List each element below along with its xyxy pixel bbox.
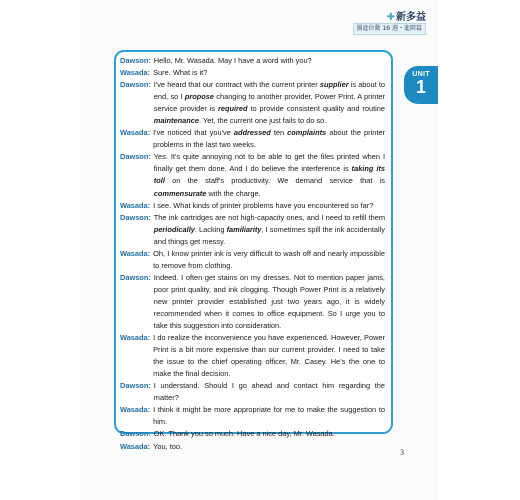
dialogue-turn — [120, 212, 385, 248]
dialogue-turn — [120, 67, 385, 79]
speech-segment: I do realize the inconvenience you have experienced. However, Power Print is a bit more expensive than our current provider. I need to take the issue to the chief operating officer, Mr. Casey. He's the one to make the final decision. — [153, 333, 385, 379]
brand-title: 新多益 — [396, 12, 426, 23]
dialogue-turn — [120, 79, 385, 127]
header-brand — [387, 8, 426, 23]
speech-segment: Oh, I know printer ink is very difficult to wash off and nearly impossible to remove from clothing. — [153, 248, 385, 270]
dialogue-turn — [120, 441, 385, 453]
speech-segment: OK. Thank you so much. Have a nice day, Mr. Wasada. — [153, 429, 335, 439]
vocabulary-keyword: complaints — [287, 128, 327, 138]
speech-segment: to provide consistent quality and routine — [247, 104, 386, 114]
speaker-name: Wasada: — [120, 68, 151, 78]
speech-text — [154, 272, 385, 332]
speech-text — [154, 212, 385, 248]
speaker-name: Dawson: — [120, 429, 151, 439]
plus-icon: ✚ — [386, 12, 395, 23]
speech-text — [153, 127, 385, 151]
vocabulary-keyword: supplier — [319, 80, 349, 90]
dialogue-turn — [120, 55, 385, 67]
dialogue-turn — [120, 428, 385, 440]
dialogue-turn — [120, 127, 385, 151]
speech-text — [153, 441, 385, 453]
speech-text — [154, 55, 385, 67]
speech-segment: I think it might be more appropriate for me to make the suggestion to him. — [153, 405, 385, 427]
vocabulary-keyword: addressed — [233, 128, 271, 138]
speaker-name: Wasada: — [120, 333, 151, 343]
speech-text — [153, 332, 385, 380]
vocabulary-keyword: periodically — [153, 224, 195, 234]
speech-text — [154, 380, 385, 404]
speaker-name: Wasada: — [120, 248, 151, 258]
speaker-name: Wasada: — [120, 405, 151, 415]
speech-segment: about the printer problems in the last two weeks. — [153, 128, 385, 150]
dialogue-box — [114, 50, 393, 451]
vocabulary-keyword: required — [217, 104, 248, 114]
speech-segment: with the charge. — [206, 188, 261, 198]
speaker-name: Dawson: — [120, 381, 151, 391]
dialogue-turn — [120, 151, 385, 199]
speech-segment: Sure. What is it? — [153, 68, 208, 78]
speech-text — [154, 151, 385, 199]
speech-segment: Indeed. I often get stains on my dresses. Not to mention paper jams, poor print quality, and ink clogging. Though Power Print is a relatively new printer provider established just two years ago, it is widely recommended when it comes to office equipment. So I urge you to take this suggestion into consideration. — [153, 272, 385, 331]
vocabulary-keyword: maintenance — [153, 116, 199, 126]
speech-text — [153, 248, 385, 272]
speech-segment: . Yet, the current one just fails to do so. — [198, 116, 327, 126]
speech-segment: on the staff's productivity. We demand service that is — [164, 176, 385, 186]
speaker-name: Dawson: — [120, 56, 151, 65]
unit-number: 1 — [415, 77, 426, 97]
speech-segment: ten — [270, 128, 288, 138]
speaker-name: Dawson: — [120, 80, 151, 90]
speech-segment: is about to end, so I — [153, 80, 385, 102]
speaker-name: Dawson: — [120, 152, 151, 162]
speech-segment: The ink cartridges are not high-capacity ones, and I need to refill them — [153, 212, 385, 222]
unit-badge — [404, 66, 438, 104]
speech-text — [154, 79, 385, 127]
speech-segment: I've noticed that you've — [153, 128, 234, 138]
vocabulary-keyword: taking its toll — [153, 164, 385, 186]
speaker-name: Wasada: — [120, 441, 151, 451]
speech-text — [154, 428, 385, 440]
dialogue-turn — [120, 200, 385, 212]
speaker-name: Dawson: — [120, 272, 151, 282]
header-subtitle: 團進位動 16 週・進階篇 — [353, 23, 426, 35]
unit-label: UNIT — [412, 71, 430, 78]
speech-segment: changing to another provider, Power Print. A printer service provider is — [153, 92, 386, 114]
dialogue-turn — [120, 380, 385, 404]
speech-segment: I've heard that our contract with the current printer — [153, 80, 320, 90]
speech-segment: I see. What kinds of printer problems have you encountered so far? — [153, 200, 374, 210]
speaker-name: Dawson: — [120, 212, 151, 222]
speech-segment: . Lacking — [194, 224, 227, 234]
speech-segment: You, too. — [153, 441, 183, 451]
speaker-name: Wasada: — [120, 200, 151, 210]
vocabulary-keyword: propose — [184, 92, 215, 102]
dialogue-turn — [120, 272, 385, 332]
speech-segment: I understand. Should I go ahead and contact him regarding the matter? — [153, 381, 385, 403]
vocabulary-keyword: familiarity — [226, 224, 262, 234]
speaker-name: Wasada: — [120, 128, 151, 138]
speech-text — [153, 404, 385, 428]
speech-segment: , I sometimes spill the ink accidentally and things get messy. — [153, 224, 385, 246]
dialogue-turn — [120, 332, 385, 380]
speech-segment: Yes. It's quite annoying not to be able to get the files printed when I finally get them done. And I do believe the interference is — [153, 152, 385, 174]
speech-text — [153, 200, 385, 212]
page-number: 3 — [400, 448, 404, 457]
speech-text — [153, 67, 385, 79]
dialogue-turn — [120, 248, 385, 272]
speech-segment: Hello, Mr. Wasada. May I have a word with you? — [153, 56, 312, 65]
dialogue-turn — [120, 404, 385, 428]
vocabulary-keyword: commensurate — [153, 188, 207, 198]
